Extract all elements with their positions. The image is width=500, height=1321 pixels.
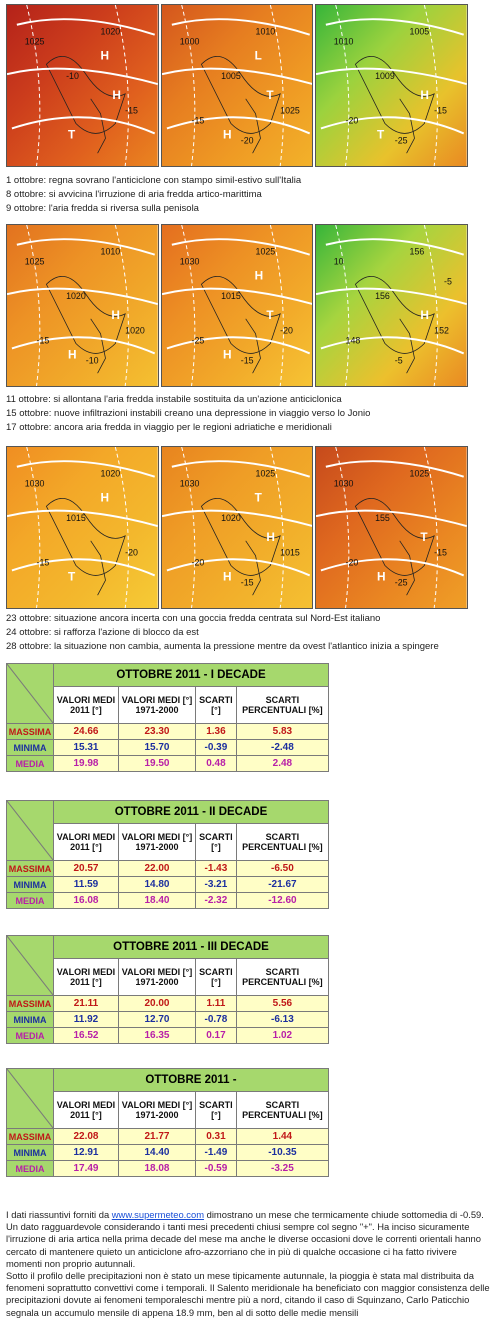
table-cell: 5.56 — [236, 996, 328, 1012]
map-label: L — [254, 48, 262, 63]
table-cell: 12.91 — [54, 1145, 119, 1161]
weather-map-graphic — [7, 225, 158, 386]
table-corner — [7, 801, 54, 861]
map-label: H — [222, 127, 232, 142]
weather-map — [6, 224, 159, 387]
map-label: -5 — [395, 355, 404, 366]
map-label: -15 — [36, 335, 50, 346]
col-header-scarti-perc: SCARTI PERCENTUALI [%] — [236, 824, 328, 861]
row-label: MASSIMA — [7, 996, 54, 1012]
col-header-scarti: SCARTI [°] — [196, 959, 237, 996]
map-label: H — [266, 529, 275, 544]
map-label: 1020 — [66, 291, 86, 302]
map-label: -25 — [191, 335, 205, 346]
weather-map-graphic — [162, 225, 313, 386]
map-label: -5 — [444, 276, 453, 287]
table-cell: 0.31 — [196, 1129, 237, 1145]
col-header-scarti-perc: SCARTI PERCENTUALI [%] — [236, 687, 328, 724]
table-cell: -6.50 — [236, 861, 328, 877]
table-cell: 20.00 — [118, 996, 195, 1012]
caption-line: 8 ottobre: si avvicina l'irruzione di aria fredda artico-marittima — [6, 189, 262, 200]
map-label: -15 — [240, 577, 254, 588]
caption-line: 15 ottobre: nuove infiltrazioni instabili creano una depressione in viaggio verso lo Jonio — [6, 408, 371, 419]
map-label: 1025 — [255, 468, 275, 479]
map-label: T — [420, 529, 428, 544]
decade-table-1 — [6, 663, 329, 772]
row-label: MINIMA — [7, 1012, 54, 1028]
map-label: H — [111, 307, 120, 322]
map-label: 152 — [434, 325, 450, 336]
caption-block-3 — [6, 612, 439, 654]
map-label: 156 — [375, 291, 391, 302]
map-label: T — [254, 490, 262, 505]
map-label: 1025 — [409, 468, 430, 479]
caption-line: 11 ottobre: si allontana l'aria fredda instabile sostituita da un'azione anticiclonica — [6, 394, 342, 405]
weather-map-graphic — [316, 447, 467, 608]
table-row — [7, 877, 329, 893]
table-cell: 1.36 — [196, 724, 237, 740]
table-cell: -10.35 — [236, 1145, 328, 1161]
map-label: -20 — [125, 547, 138, 558]
table-cell: -0.39 — [196, 740, 237, 756]
supermeteo-link[interactable]: www.supermeteo.com — [111, 1209, 205, 1220]
map-label: 1005 — [409, 26, 430, 37]
table-row — [7, 1161, 329, 1177]
map-label: -15 — [191, 115, 205, 126]
table-cell: 14.40 — [118, 1145, 195, 1161]
col-header-scarti-perc: SCARTI PERCENTUALI [%] — [236, 959, 328, 996]
table-row — [7, 861, 329, 877]
row-label: MASSIMA — [7, 1129, 54, 1145]
table-corner — [7, 1069, 54, 1129]
map-label: H — [420, 307, 430, 322]
weather-map — [6, 4, 159, 167]
map-label: -15 — [434, 547, 448, 558]
weather-map-graphic — [7, 5, 158, 166]
map-label: 1030 — [179, 256, 200, 267]
map-label: 1020 — [220, 513, 241, 524]
map-label: T — [266, 307, 274, 322]
map-label: 1015 — [66, 513, 86, 524]
table-row — [7, 893, 329, 909]
table-cell: -0.78 — [196, 1012, 237, 1028]
row-label: MINIMA — [7, 877, 54, 893]
weather-map-graphic — [316, 5, 467, 166]
weather-map-graphic — [162, 447, 313, 608]
col-header-valori-medi-ref: VALORI MEDI [°] 1971-2000 — [118, 959, 195, 996]
caption-line: 17 ottobre: ancora aria fredda in viaggio per le regioni adriatiche e meridionali — [6, 422, 332, 433]
weather-map — [6, 446, 159, 609]
map-label: 1020 — [100, 468, 121, 479]
row-label: MINIMA — [7, 1145, 54, 1161]
map-label: -15 — [240, 355, 254, 366]
table-row — [7, 1028, 329, 1044]
map-label: 1030 — [24, 478, 45, 489]
table-cell: 0.17 — [196, 1028, 237, 1044]
summary-paragraph-2: Sotto il profilo delle precipitazioni non è stato un mese tipicamente autunnale, la pioggia è stata mal distribuita da fenomeni soprattutto convettivi come i temporali. Il Salento meridionale ha beneficiato con maggior consistenza delle precipitazioni dovute ai fenomeni temporaleschi mentre più a nord, citando il caso di Squinzano, Carlo Paticchio segnala un accumulo mensile di appena 18.9 mm, ben al di sotto delle medie mensili — [6, 1270, 490, 1318]
table-cell: 11.92 — [54, 1012, 119, 1028]
map-label: -20 — [279, 325, 293, 336]
col-header-valori-medi: VALORI MEDI 2011 [°] — [54, 687, 119, 724]
map-label: 1010 — [100, 246, 121, 257]
table-cell: 0.48 — [196, 756, 237, 772]
table-cell: -3.21 — [196, 877, 237, 893]
map-label: T — [68, 569, 76, 584]
map-label: 1015 — [220, 291, 241, 302]
caption-block-1 — [6, 174, 301, 216]
caption-line: 28 ottobre: la situazione non cambia, aumenta la pressione mentre da ovest l'atlantico inizia a spingere — [6, 641, 439, 652]
map-label: -20 — [345, 557, 359, 568]
map-label: H — [100, 490, 110, 505]
map-label: T — [68, 127, 76, 142]
col-header-valori-medi: VALORI MEDI 2011 [°] — [54, 1092, 119, 1129]
row-label: MEDIA — [7, 756, 54, 772]
map-label: T — [377, 127, 385, 142]
table-cell: 12.70 — [118, 1012, 195, 1028]
map-label: -25 — [395, 577, 408, 588]
map-label: -20 — [240, 135, 254, 146]
table-cell: 1.11 — [196, 996, 237, 1012]
map-row-3 — [6, 446, 468, 609]
table-cell: 18.08 — [118, 1161, 195, 1177]
table-corner — [7, 664, 54, 724]
table-cell: 16.35 — [118, 1028, 195, 1044]
table-cell: 19.50 — [118, 756, 195, 772]
caption-line: 24 ottobre: si rafforza l'azione di blocco da est — [6, 627, 199, 638]
map-label: 1009 — [375, 71, 396, 82]
table-cell: 16.08 — [54, 893, 119, 909]
caption-line: 23 ottobre: situazione ancora incerta con una goccia fredda centrata sul Nord-Est italiano — [6, 613, 381, 624]
table-cell: 22.00 — [118, 861, 195, 877]
caption-line: 1 ottobre: regna sovrano l'anticiclone con stampo simil-estivo sull'Italia — [6, 175, 302, 186]
caption-block-2 — [6, 393, 370, 435]
table-cell: 22.08 — [54, 1129, 119, 1145]
row-label: MEDIA — [7, 893, 54, 909]
row-label: MEDIA — [7, 1028, 54, 1044]
table-cell: 17.49 — [54, 1161, 119, 1177]
map-label: -15 — [434, 105, 448, 116]
row-label: MASSIMA — [7, 861, 54, 877]
col-header-valori-medi-ref: VALORI MEDI [°] 1971-2000 — [118, 824, 195, 861]
table-cell: -6.13 — [236, 1012, 328, 1028]
table-cell: 11.59 — [54, 877, 119, 893]
table-cell: 19.98 — [54, 756, 119, 772]
map-label: 1020 — [125, 325, 145, 336]
table-cell: -0.59 — [196, 1161, 237, 1177]
table-cell: 23.30 — [118, 724, 195, 740]
map-label: H — [100, 48, 110, 63]
map-label: -10 — [66, 71, 79, 82]
table-cell: -21.67 — [236, 877, 328, 893]
table-cell: 1.44 — [236, 1129, 328, 1145]
month-table — [6, 1068, 329, 1177]
map-label: H — [377, 569, 386, 584]
table-cell: -1.43 — [196, 861, 237, 877]
map-label: 1000 — [179, 36, 200, 47]
table-cell: 15.31 — [54, 740, 119, 756]
map-row-2 — [6, 224, 468, 387]
table-title: OTTOBRE 2011 - I DECADE — [54, 664, 329, 687]
map-label: H — [112, 87, 121, 102]
weather-map — [315, 224, 468, 387]
map-label: 1030 — [179, 478, 200, 489]
decade-table-2 — [6, 800, 329, 909]
map-label: -20 — [345, 115, 359, 126]
col-header-scarti: SCARTI [°] — [196, 687, 237, 724]
table-cell: -3.25 — [236, 1161, 328, 1177]
table-cell: -2.48 — [236, 740, 328, 756]
table-cell: 24.66 — [54, 724, 119, 740]
map-label: H — [254, 268, 263, 283]
col-header-scarti: SCARTI [°] — [196, 824, 237, 861]
map-label: 10 — [334, 256, 344, 267]
row-label: MEDIA — [7, 1161, 54, 1177]
map-label: 1020 — [100, 26, 121, 37]
col-header-valori-medi-ref: VALORI MEDI [°] 1971-2000 — [118, 1092, 195, 1129]
map-label: H — [222, 347, 232, 362]
map-label: T — [266, 87, 274, 102]
weather-map-graphic — [316, 225, 467, 386]
table-title: OTTOBRE 2011 - II DECADE — [54, 801, 329, 824]
table-row — [7, 756, 329, 772]
weather-map — [315, 4, 468, 167]
table-cell: -2.32 — [196, 893, 237, 909]
table-row — [7, 1145, 329, 1161]
table-cell: 5.83 — [236, 724, 328, 740]
table-row — [7, 740, 329, 756]
row-label: MINIMA — [7, 740, 54, 756]
table-title: OTTOBRE 2011 - — [54, 1069, 329, 1092]
table-cell: -12.60 — [236, 893, 328, 909]
weather-map — [161, 446, 314, 609]
map-label: H — [420, 87, 430, 102]
summary-text — [6, 1209, 494, 1319]
col-header-valori-medi-ref: VALORI MEDI [°] 1971-2000 — [118, 687, 195, 724]
summary-paragraph-1: I dati riassuntivi forniti da www.supermeteo.com dimostrano un mese che termicamente chiude sottomedia di -0.59. Un dato ragguardevole considerando i tanti mesi precedenti chiusi sempre col segno "+". Ha inciso sicuramente l'irruzione di aria artica nella prima decade del mese ma anche le diverse occasioni dove le correnti orientali hanno cercato di mantenere quieto un anticiclone afro-azzorriano che in più di qualche occasione ci ha fatto rivivere momenti non proprio autunnali. — [6, 1209, 484, 1269]
weather-map — [161, 4, 314, 167]
map-label: 155 — [375, 513, 391, 524]
table-cell: 21.77 — [118, 1129, 195, 1145]
table-row — [7, 724, 329, 740]
table-title: OTTOBRE 2011 - III DECADE — [54, 936, 329, 959]
map-label: 1025 — [24, 256, 45, 267]
map-label: -25 — [395, 135, 408, 146]
map-label: -15 — [125, 105, 138, 116]
table-cell: 18.40 — [118, 893, 195, 909]
map-label: 156 — [409, 246, 425, 257]
map-label: H — [222, 569, 232, 584]
table-row — [7, 1129, 329, 1145]
table-cell: -1.49 — [196, 1145, 237, 1161]
map-label: 1010 — [334, 36, 354, 47]
row-label: MASSIMA — [7, 724, 54, 740]
map-label: -15 — [36, 557, 50, 568]
map-label: 1005 — [220, 71, 241, 82]
map-label: 1025 — [255, 246, 275, 257]
map-label: 1030 — [334, 478, 354, 489]
map-row-1 — [6, 4, 468, 167]
table-cell: 16.52 — [54, 1028, 119, 1044]
table-cell: 1.02 — [236, 1028, 328, 1044]
map-label: 1015 — [279, 547, 300, 558]
col-header-valori-medi: VALORI MEDI 2011 [°] — [54, 824, 119, 861]
map-label: H — [68, 347, 77, 362]
table-row — [7, 1012, 329, 1028]
col-header-scarti: SCARTI [°] — [196, 1092, 237, 1129]
table-corner — [7, 936, 54, 996]
map-label: 1025 — [24, 36, 45, 47]
map-label: -10 — [85, 355, 99, 366]
map-label: 1025 — [279, 105, 300, 116]
table-cell: 2.48 — [236, 756, 328, 772]
caption-line: 9 ottobre: l'aria fredda si riversa sulla penisola — [6, 203, 199, 214]
table-row — [7, 996, 329, 1012]
table-cell: 21.11 — [54, 996, 119, 1012]
weather-map — [161, 224, 314, 387]
col-header-scarti-perc: SCARTI PERCENTUALI [%] — [236, 1092, 328, 1129]
weather-map-graphic — [162, 5, 313, 166]
weather-map-graphic — [7, 447, 158, 608]
table-cell: 14.80 — [118, 877, 195, 893]
map-label: 1010 — [255, 26, 275, 37]
map-label: 148 — [345, 335, 361, 346]
decade-table-3 — [6, 935, 329, 1044]
col-header-valori-medi: VALORI MEDI 2011 [°] — [54, 959, 119, 996]
weather-map — [315, 446, 468, 609]
map-label: -20 — [191, 557, 205, 568]
table-cell: 15.70 — [118, 740, 195, 756]
table-cell: 20.57 — [54, 861, 119, 877]
